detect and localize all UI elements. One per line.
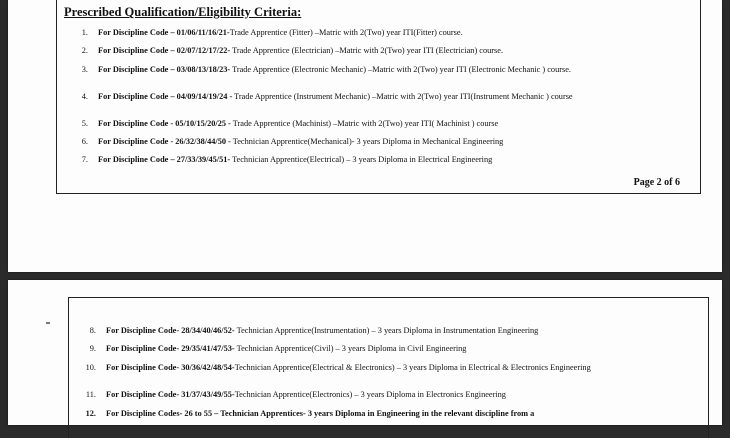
list-item: 4. For Discipline Code – 04/09/14/19/24 - Trade Apprentice (Instrument Mechanic) –Matric with 2(Two) year ITI(Instrument Mechanic ) course xyxy=(81,92,573,101)
document-page-2 xyxy=(8,0,722,272)
list-item: 11. For Discipline Code- 31/37/43/49/55-Technician Apprentice(Electronics) – 3 years Diploma in Electronics Engineering xyxy=(85,390,506,399)
list-item: 12. For Discipline Codes- 26 to 55 – Technician Apprentices- 3 years Diploma in Engineering in the relevant discipline from a xyxy=(85,409,535,418)
list-item: 2. For Discipline Code – 02/07/12/17/22- Trade Apprentice (Electrician) –Matric with 2(Two) year ITI (Electrician) course. xyxy=(81,46,504,55)
list-item: 8. For Discipline Code- 28/34/40/46/52- Technician Apprentice(Instrumentation) – 3 years Diploma in Instrumentation Engineering xyxy=(89,326,539,335)
scan-speck xyxy=(46,322,50,324)
list-item: 1. For Discipline Code – 01/06/11/16/21-Trade Apprentice (Fitter) –Matric with 2(Two) year ITI(Fitter) course. xyxy=(81,28,463,37)
list-item: 10. For Discipline Code- 30/36/42/48/54-Technician Apprentice(Electrical & Electronics) – 3 years Diploma in Electrical & Electronics Engineering xyxy=(85,363,591,372)
list-item: 3. For Discipline Code – 03/08/13/18/23- Trade Apprentice (Electronic Mechanic) –Matric with 2(Two) year ITI (Electronic Mechanic ) course. xyxy=(81,65,571,74)
criteria-heading: Prescribed Qualification/Eligibility Criteria: xyxy=(64,5,302,19)
list-item: 5. For Discipline Code - 05/10/15/20/25 - Trade Apprentice (Machinist) –Matric with 2(Two) year ITI( Machinist ) course xyxy=(81,119,499,128)
document-page-3 xyxy=(8,280,722,425)
page-number: Page 2 of 6 xyxy=(633,177,680,188)
list-item: 6. For Discipline Code - 26/32/38/44/50 - Technician Apprentice(Mechanical)- 3 years Diploma in Mechanical Engineering xyxy=(81,137,504,146)
list-item: 9. For Discipline Code- 29/35/41/47/53- Technician Apprentice(Civil) – 3 years Diploma in Civil Engineering xyxy=(89,344,467,353)
list-item: 7. For Discipline Code – 27/33/39/45/51- Technician Apprentice(Electrical) – 3 years Diploma in Electrical Engineering xyxy=(81,155,493,164)
